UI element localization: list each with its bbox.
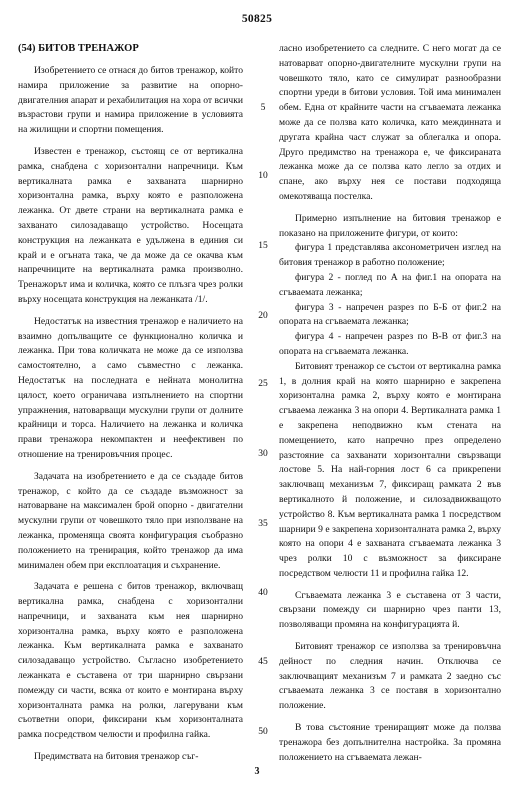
paragraph: Предимствата на битовия тренажор съг- [34, 751, 199, 763]
document-title: (54) БИТОВ ТРЕНАЖОР [18, 43, 139, 54]
line-number: 20 [258, 311, 268, 321]
paragraph: Битовият тренажор се използва за тренировъчна дейност по следния начин. Отключва се заключващият механизъм 7 и рамката 2 заедно със сгъваемата лежанка 3 се поставя в хоризонтално положение. [279, 641, 501, 712]
line-number: 15 [258, 241, 268, 251]
line-number: 50 [258, 727, 268, 737]
line-number: 25 [258, 379, 268, 389]
paragraph: ласно изобретението са следните. С него могат да се натоварват опорно-двигателните мускулни групи на човешкото тяло, като се симулират разнообразни спортни уреди в битови условия. Той има минимален обем. Една от крайните части на сгъваемата лежанка може да се ползва като количка, като междинната и другата крайна част служат за облегалка и опора. Друго предимство на тренажора е, че фиксираната лежанка може да се ползва като легло за отдих и спане, ако върху нея се постави подходяща омекотяваща постелка. [279, 43, 501, 202]
page-number: 3 [254, 766, 260, 778]
line-number: 10 [258, 171, 268, 181]
figure-caption: фигура 3 - напречен разрез по Б-Б от фиг.2 на опората на сгъваемата лежанка; [279, 301, 501, 328]
paragraph: Недостатък на известния тренажор е наличието на взаимно допълващите се функционално количка и лежанка. При това количката не може да се използва самостоятелно, а само съвместно с лежанка. Недостатък на последната е нейната монолитна цялост, което ограничава изпълнението на спортни упражнения, натоварващи мускулни групи от долните крайници и торса. Наличието на лежанка и количка прави тренажора некомпактен и неефективен по отношение на тренировъчния процес. [18, 315, 243, 460]
paragraph: Сгъваемата лежанка 3 е съставена от 3 части, свързани помежду си шарнирно чрез панти 13, позволяващи промяна на конфигурацията й. [279, 589, 501, 631]
figure-caption: фигура 4 - напречен разрез по В-В от фиг.3 на опората на сгъваемата лежанка. [279, 331, 501, 357]
paragraph: Задачата на изобретението е да се създаде битов тренажор, с който да се създаде възможност за натоварване на максимален брой опорно - двигателни мускулни групи от човешкото тяло при използване на лежанка, променяща своята конфигурация съобразно положението на тренирация, който тренажор да има минимален обем при експлоатация и съхранение. [18, 470, 243, 571]
paragraph: Известен е тренажор, състоящ се от вертикална рамка, снабдена с хоризонтални напречници. Към вертикалната рамка е захваната шарнирно хоризонтална рамка, върху която е разположена лежанка. От двете страни на вертикалната рамка е захванато силозадаващо устройство. Носещата конструкция на лежанката е удължена в единия си край и е огъната така, че да може да се окачва към напречниците на вертикалната рамка произволно. Тренажорът има и количка, която се плъзга чрез ролки върху носещата конструкция на лежанката /1/. [18, 145, 243, 305]
line-number: 5 [260, 103, 266, 113]
right-column [279, 42, 501, 765]
paragraph: Битовият тренажор се състои от вертикална рамка 1, в долния край на която шарнирно е закрепена хоризонтална рамка 2, върху която е монтирана сгъваема лежанка 3 на опори 4. Вертикалната рамка 1 е закрепена неподвижно към стената на помещението, като напречно през определено разстояние са захванати хоризонтални свързващи лостове 5. На най-горния лост 6 са прикрепени заключващ механизъм 7, фиксиращ рамката 2 във вертикалното й положение, и силозадвижващото устройство 8. Към вертикалната рамка 1 посредством шарнири 9 е закрепена хоризонталната рамка 2, върху която на опори 4 е захваната сгъваемата лежанка 3 чрез ролки 10 с възможност за фиксиране посредством челюсти 11 и профилна гайка 12. [279, 360, 501, 579]
paragraph: Примерно изпълнение на битовия тренажор е показано на приложените фигури, от които: [279, 212, 501, 239]
line-number: 35 [258, 519, 268, 529]
paragraph: В това състояние трениращият може да ползва тренажора без допълнителна настройка. За промяна положението на сгъваемата лежан- [279, 722, 501, 763]
line-number: 30 [258, 449, 268, 459]
left-column [18, 42, 243, 765]
document-number: 50825 [241, 13, 273, 25]
figure-caption: фигура 2 - поглед по А на фиг.1 на опората на сгъваемата лежанка; [279, 271, 501, 298]
paragraph: Задачата е решена с битов тренажор, включващ вертикална рамка, снабдена с хоризонтални напречници, и захваната към нея шарнирно хоризонтална рамка, върху която е разположена лежанка. Към вертикалната рамка е захванато силозадаващо устройство. Съгласно изобретението лежанката е съставена от три шарнирно свързани помежду си части, всяка от които е монтирана върху хоризонталната рамка на ролки, лагерувани към съответни опори, фиксирани към хоризонталната рамка посредством челюсти и профилна гайка. [18, 581, 243, 741]
figure-caption: фигура 1 представлява аксонометричен изглед на битовия тренажор в работно положение; [279, 242, 501, 269]
line-number: 45 [258, 657, 268, 667]
line-number: 40 [258, 588, 268, 598]
paragraph: Изобретението се отнася до битов тренажор, който намира приложение за развитие на опорно-двигателния апарат и рехабилитация на хора от всички възрастови групи и намира приложение в условията на жилищни и спортни помещения. [18, 65, 243, 136]
